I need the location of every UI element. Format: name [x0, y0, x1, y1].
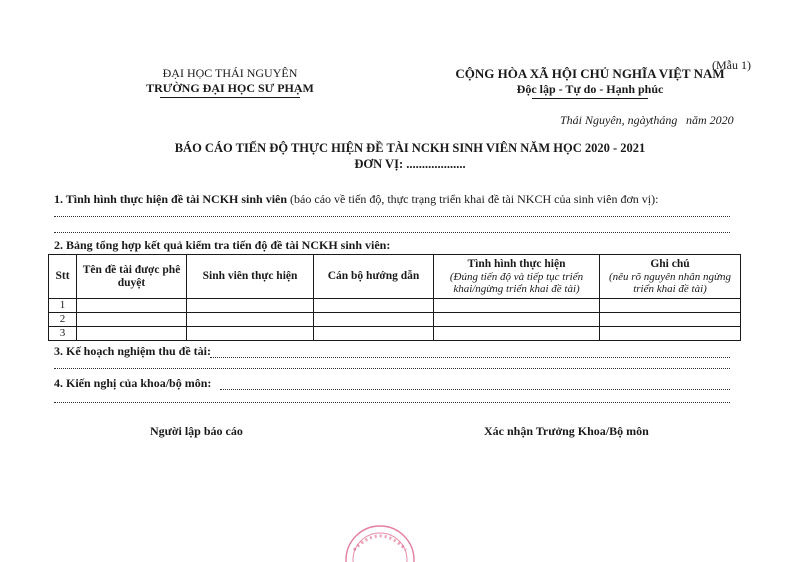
- header-notes: Ghi chú (nêu rõ nguyên nhân ngừng triển khai đề tài): [600, 255, 741, 299]
- cell-empty[interactable]: [187, 313, 314, 327]
- section-3-heading: 3. Kế hoạch nghiệm thu đề tài:: [54, 344, 212, 358]
- header-students: Sinh viên thực hiện: [187, 255, 314, 299]
- progress-table: [48, 254, 741, 341]
- section-1-note: (báo cáo về tiến độ, thực trạng triển khai đề tài NKCH của sinh viên đơn vị):: [287, 192, 659, 206]
- row-stt: 1: [49, 299, 77, 313]
- header-advisor: Cán bộ hướng dẫn: [314, 255, 434, 299]
- date-year: năm 2020: [686, 113, 734, 127]
- university-name: ĐẠI HỌC THÁI NGUYÊN: [162, 66, 298, 80]
- header-topic: Tên đề tài được phê duyệt: [77, 255, 187, 299]
- header-status: Tình hình thực hiện (Đúng tiến độ và tiếp tục triển khai/ngừng triển khai đề tài): [434, 255, 600, 299]
- cell-empty[interactable]: [187, 299, 314, 313]
- table-header-row: [49, 255, 741, 299]
- stamp-seal-icon: [340, 516, 420, 562]
- table-row: [49, 327, 741, 341]
- table-row: [49, 299, 741, 313]
- cell-empty[interactable]: [600, 327, 741, 341]
- cell-empty[interactable]: [434, 313, 600, 327]
- dotted-line: [54, 402, 730, 403]
- dotted-line: [54, 216, 730, 217]
- form-code: (Mẫu 1): [712, 58, 751, 72]
- cell-empty[interactable]: [187, 327, 314, 341]
- nation-title: CỘNG HÒA XÃ HỘI CHỦ NGHĨA VIỆT NAM: [455, 66, 725, 81]
- row-stt: 2: [49, 313, 77, 327]
- row-stt: 3: [49, 327, 77, 341]
- report-title: BÁO CÁO TIẾN ĐỘ THỰC HIỆN ĐỀ TÀI NCKH SINH VIÊN NĂM HỌC 2020 - 2021: [174, 141, 646, 155]
- section-4-heading: 4. Kiến nghị của khoa/bộ môn:: [54, 376, 212, 390]
- school-underline: [160, 97, 300, 98]
- cell-empty[interactable]: [77, 327, 187, 341]
- cell-empty[interactable]: [600, 313, 741, 327]
- header-stt: Stt: [49, 255, 77, 299]
- section-1: [54, 192, 658, 207]
- school-name: TRƯỜNG ĐẠI HỌC SƯ PHẠM: [146, 81, 314, 95]
- unit-line: ĐƠN VỊ: ...................: [354, 157, 466, 171]
- cell-empty[interactable]: [314, 313, 434, 327]
- dotted-line: [210, 357, 730, 358]
- date-month: tháng: [650, 113, 678, 127]
- section-2-heading: 2. Bảng tổng hợp kết quả kiểm tra tiến độ đề tài NCKH sinh viên:: [54, 238, 391, 252]
- cell-empty[interactable]: [434, 327, 600, 341]
- dotted-line: [220, 389, 730, 390]
- section-1-heading: 1. Tình hình thực hiện đề tài NCKH sinh viên: [54, 192, 288, 206]
- cell-empty[interactable]: [77, 313, 187, 327]
- cell-empty[interactable]: [77, 299, 187, 313]
- motto-underline: [532, 98, 648, 99]
- section-4: [54, 376, 211, 391]
- table-row: [49, 313, 741, 327]
- section-3: [54, 344, 211, 359]
- date-place-day: Thái Nguyên, ngày: [560, 113, 651, 127]
- dotted-line: [54, 232, 730, 233]
- nation-motto: Độc lập - Tự do - Hạnh phúc: [516, 82, 664, 96]
- dotted-line: [54, 368, 730, 369]
- cell-empty[interactable]: [314, 299, 434, 313]
- cell-empty[interactable]: [434, 299, 600, 313]
- cell-empty[interactable]: [600, 299, 741, 313]
- signature-preparer: Người lập báo cáo: [150, 424, 243, 438]
- cell-empty[interactable]: [314, 327, 434, 341]
- signature-dean: Xác nhận Trưởng Khoa/Bộ môn: [484, 424, 649, 438]
